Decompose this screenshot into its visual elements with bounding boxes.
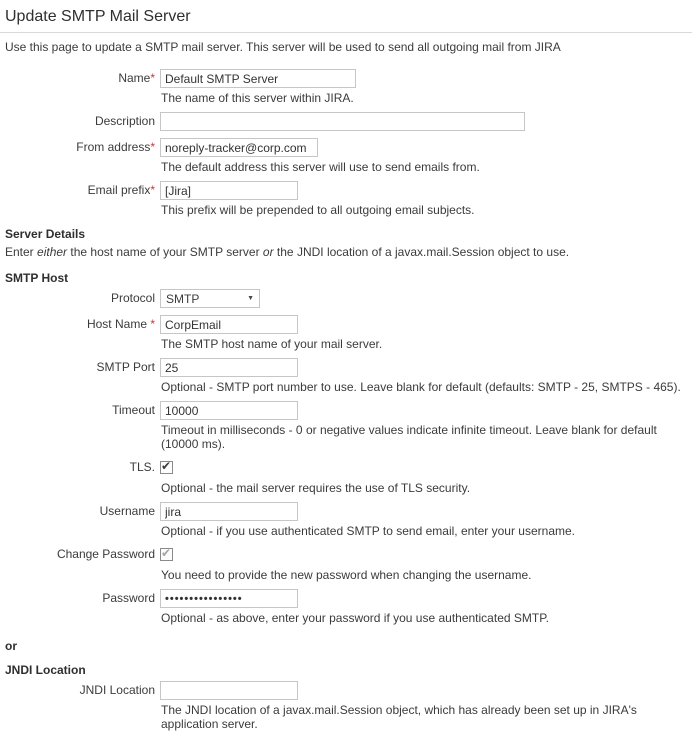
page-intro: Use this page to update a SMTP mail server. This server will be used to send all outgoing mail from JIRA — [5, 40, 561, 54]
change-password-checkbox[interactable] — [160, 548, 173, 561]
host-name-label: Host Name * — [86, 317, 155, 331]
name-help: The name of this server within JIRA. — [161, 91, 354, 105]
field-row-password — [0, 589, 692, 625]
field-row-jndi-location — [0, 681, 692, 731]
field-row-tls — [0, 458, 692, 495]
required-asterisk: * — [150, 183, 155, 197]
field-row-timeout — [0, 401, 692, 451]
from-address-help: The default address this server will use to send emails from. — [161, 160, 480, 174]
description-label: Description — [94, 114, 155, 128]
host-name-help: The SMTP host name of your mail server. — [161, 337, 383, 351]
password-label: Password — [102, 591, 155, 605]
username-help: Optional - if you use authenticated SMTP to send email, enter your username. — [161, 524, 575, 538]
or-separator: or — [5, 639, 17, 653]
field-row-host-name — [0, 315, 692, 351]
email-prefix-label: Email prefix* — [87, 183, 155, 197]
password-input[interactable] — [160, 589, 298, 608]
field-row-username — [0, 502, 692, 538]
tls-label: TLS. — [129, 460, 155, 474]
change-password-label: Change Password — [56, 547, 155, 561]
protocol-select[interactable] — [160, 289, 260, 308]
username-label: Username — [99, 504, 155, 518]
required-asterisk: * — [150, 140, 155, 154]
jndi-location-heading: JNDI Location — [5, 663, 86, 677]
jndi-location-label: JNDI Location — [79, 683, 155, 697]
name-input[interactable] — [160, 69, 356, 88]
description-input[interactable] — [160, 112, 525, 131]
username-input[interactable] — [160, 502, 298, 521]
smtp-port-help: Optional - SMTP port number to use. Leave blank for default (defaults: SMTP - 25, SMTPS - 465). — [161, 380, 681, 394]
protocol-label: Protocol — [110, 291, 155, 305]
protocol-selected-value: SMTP — [166, 291, 200, 306]
field-row-email-prefix — [0, 181, 692, 217]
from-address-label: From address* — [76, 140, 155, 154]
jndi-location-input[interactable] — [160, 681, 298, 700]
email-prefix-help: This prefix will be prepended to all outgoing email subjects. — [161, 203, 475, 217]
required-asterisk: * — [150, 317, 155, 331]
timeout-label: Timeout — [112, 403, 155, 417]
password-help: Optional - as above, enter your password if you use authenticated SMTP. — [161, 611, 549, 625]
smtp-port-input[interactable] — [160, 358, 298, 377]
page-title: Update SMTP Mail Server — [0, 0, 692, 33]
field-row-description — [0, 112, 692, 131]
chevron-down-icon: ▼ — [247, 295, 254, 302]
field-row-change-password — [0, 545, 692, 582]
smtp-host-heading: SMTP Host — [5, 271, 69, 285]
change-password-help: You need to provide the new password when changing the username. — [161, 568, 532, 582]
name-label: Name* — [118, 71, 155, 85]
jndi-location-help: The JNDI location of a javax.mail.Session object, which has already been set up in JIRA's application server. — [161, 703, 637, 731]
tls-help: Optional - the mail server requires the use of TLS security. — [161, 481, 471, 495]
host-name-input[interactable] — [160, 315, 298, 334]
field-row-name — [0, 69, 692, 105]
smtp-port-label: SMTP Port — [96, 360, 155, 374]
required-asterisk: * — [150, 71, 155, 85]
timeout-input[interactable] — [160, 401, 298, 420]
from-address-input[interactable] — [160, 138, 318, 157]
email-prefix-input[interactable] — [160, 181, 298, 200]
tls-checkbox[interactable] — [160, 461, 173, 474]
field-row-from-address — [0, 138, 692, 174]
field-row-smtp-port — [0, 358, 692, 394]
timeout-help: Timeout in milliseconds - 0 or negative values indicate infinite timeout. Leave blank for default (10000 ms). — [161, 423, 657, 451]
server-details-desc: Enter either the host name of your SMTP server or the JNDI location of a javax.mail.Session object to use. — [5, 245, 570, 259]
server-details-heading: Server Details — [5, 227, 86, 241]
field-row-protocol — [0, 289, 692, 308]
